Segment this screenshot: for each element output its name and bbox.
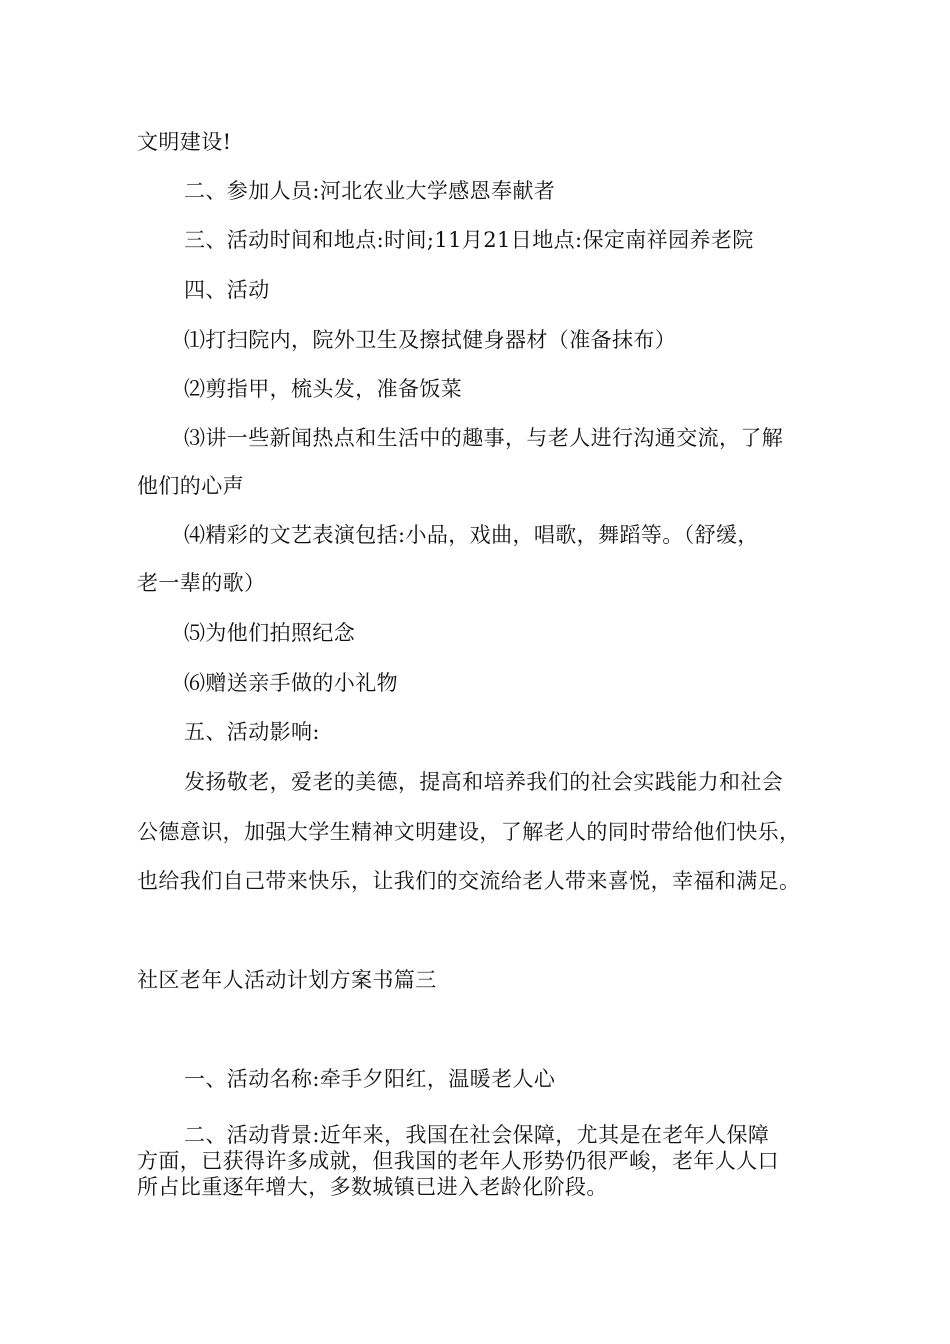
- section-heading: 二、参加人员:河北农业大学感恩奉献者: [184, 179, 556, 203]
- section-heading: 五、活动影响:: [184, 720, 320, 744]
- list-item: ⑵剪指甲，梳头发，准备饭菜: [184, 377, 463, 401]
- chapter-title: 社区老年人活动计划方案书篇三: [137, 968, 437, 992]
- paragraph-line: 所占比重逐年增大，多数城镇已进入老龄化阶段。: [137, 1175, 608, 1199]
- list-item-continuation: 老一辈的歌）: [137, 571, 266, 595]
- section-heading: 三、活动时间和地点:时间;11月21日地点:保定南祥园养老院: [184, 228, 754, 252]
- list-item-continuation: 他们的心声: [137, 474, 244, 498]
- list-item: ⑷精彩的文艺表演包括:小品，戏曲，唱歌，舞蹈等。（舒缓，: [184, 523, 759, 547]
- paragraph-line: 二、活动背景:近年来，我国在社会保障，尤其是在老年人保障: [184, 1123, 770, 1147]
- paragraph-line: 也给我们自己带来快乐，让我们的交流给老人带来喜悦，幸福和满足。: [137, 869, 801, 893]
- list-item: ⑶讲一些新闻热点和生活中的趣事，与老人进行沟通交流，了解: [184, 426, 784, 450]
- list-item: ⑹赠送亲手做的小礼物: [184, 671, 398, 695]
- section-heading: 一、活动名称:牵手夕阳红，温暖老人心: [184, 1067, 556, 1091]
- list-item: ⑴打扫院内，院外卫生及擦拭健身器材（准备抹布）: [184, 328, 677, 352]
- paragraph-line: 方面，已获得许多成就，但我国的老年人形势仍很严峻，老年人人口: [137, 1149, 779, 1173]
- list-item: ⑸为他们拍照纪念: [184, 621, 356, 645]
- text-line: 文明建设!: [137, 130, 232, 154]
- paragraph-line: 发扬敬老，爱老的美德，提高和培养我们的社会实践能力和社会: [184, 770, 784, 794]
- paragraph-line: 公德意识，加强大学生精神文明建设，了解老人的同时带给他们快乐，: [137, 820, 801, 844]
- section-heading: 四、活动: [184, 278, 270, 302]
